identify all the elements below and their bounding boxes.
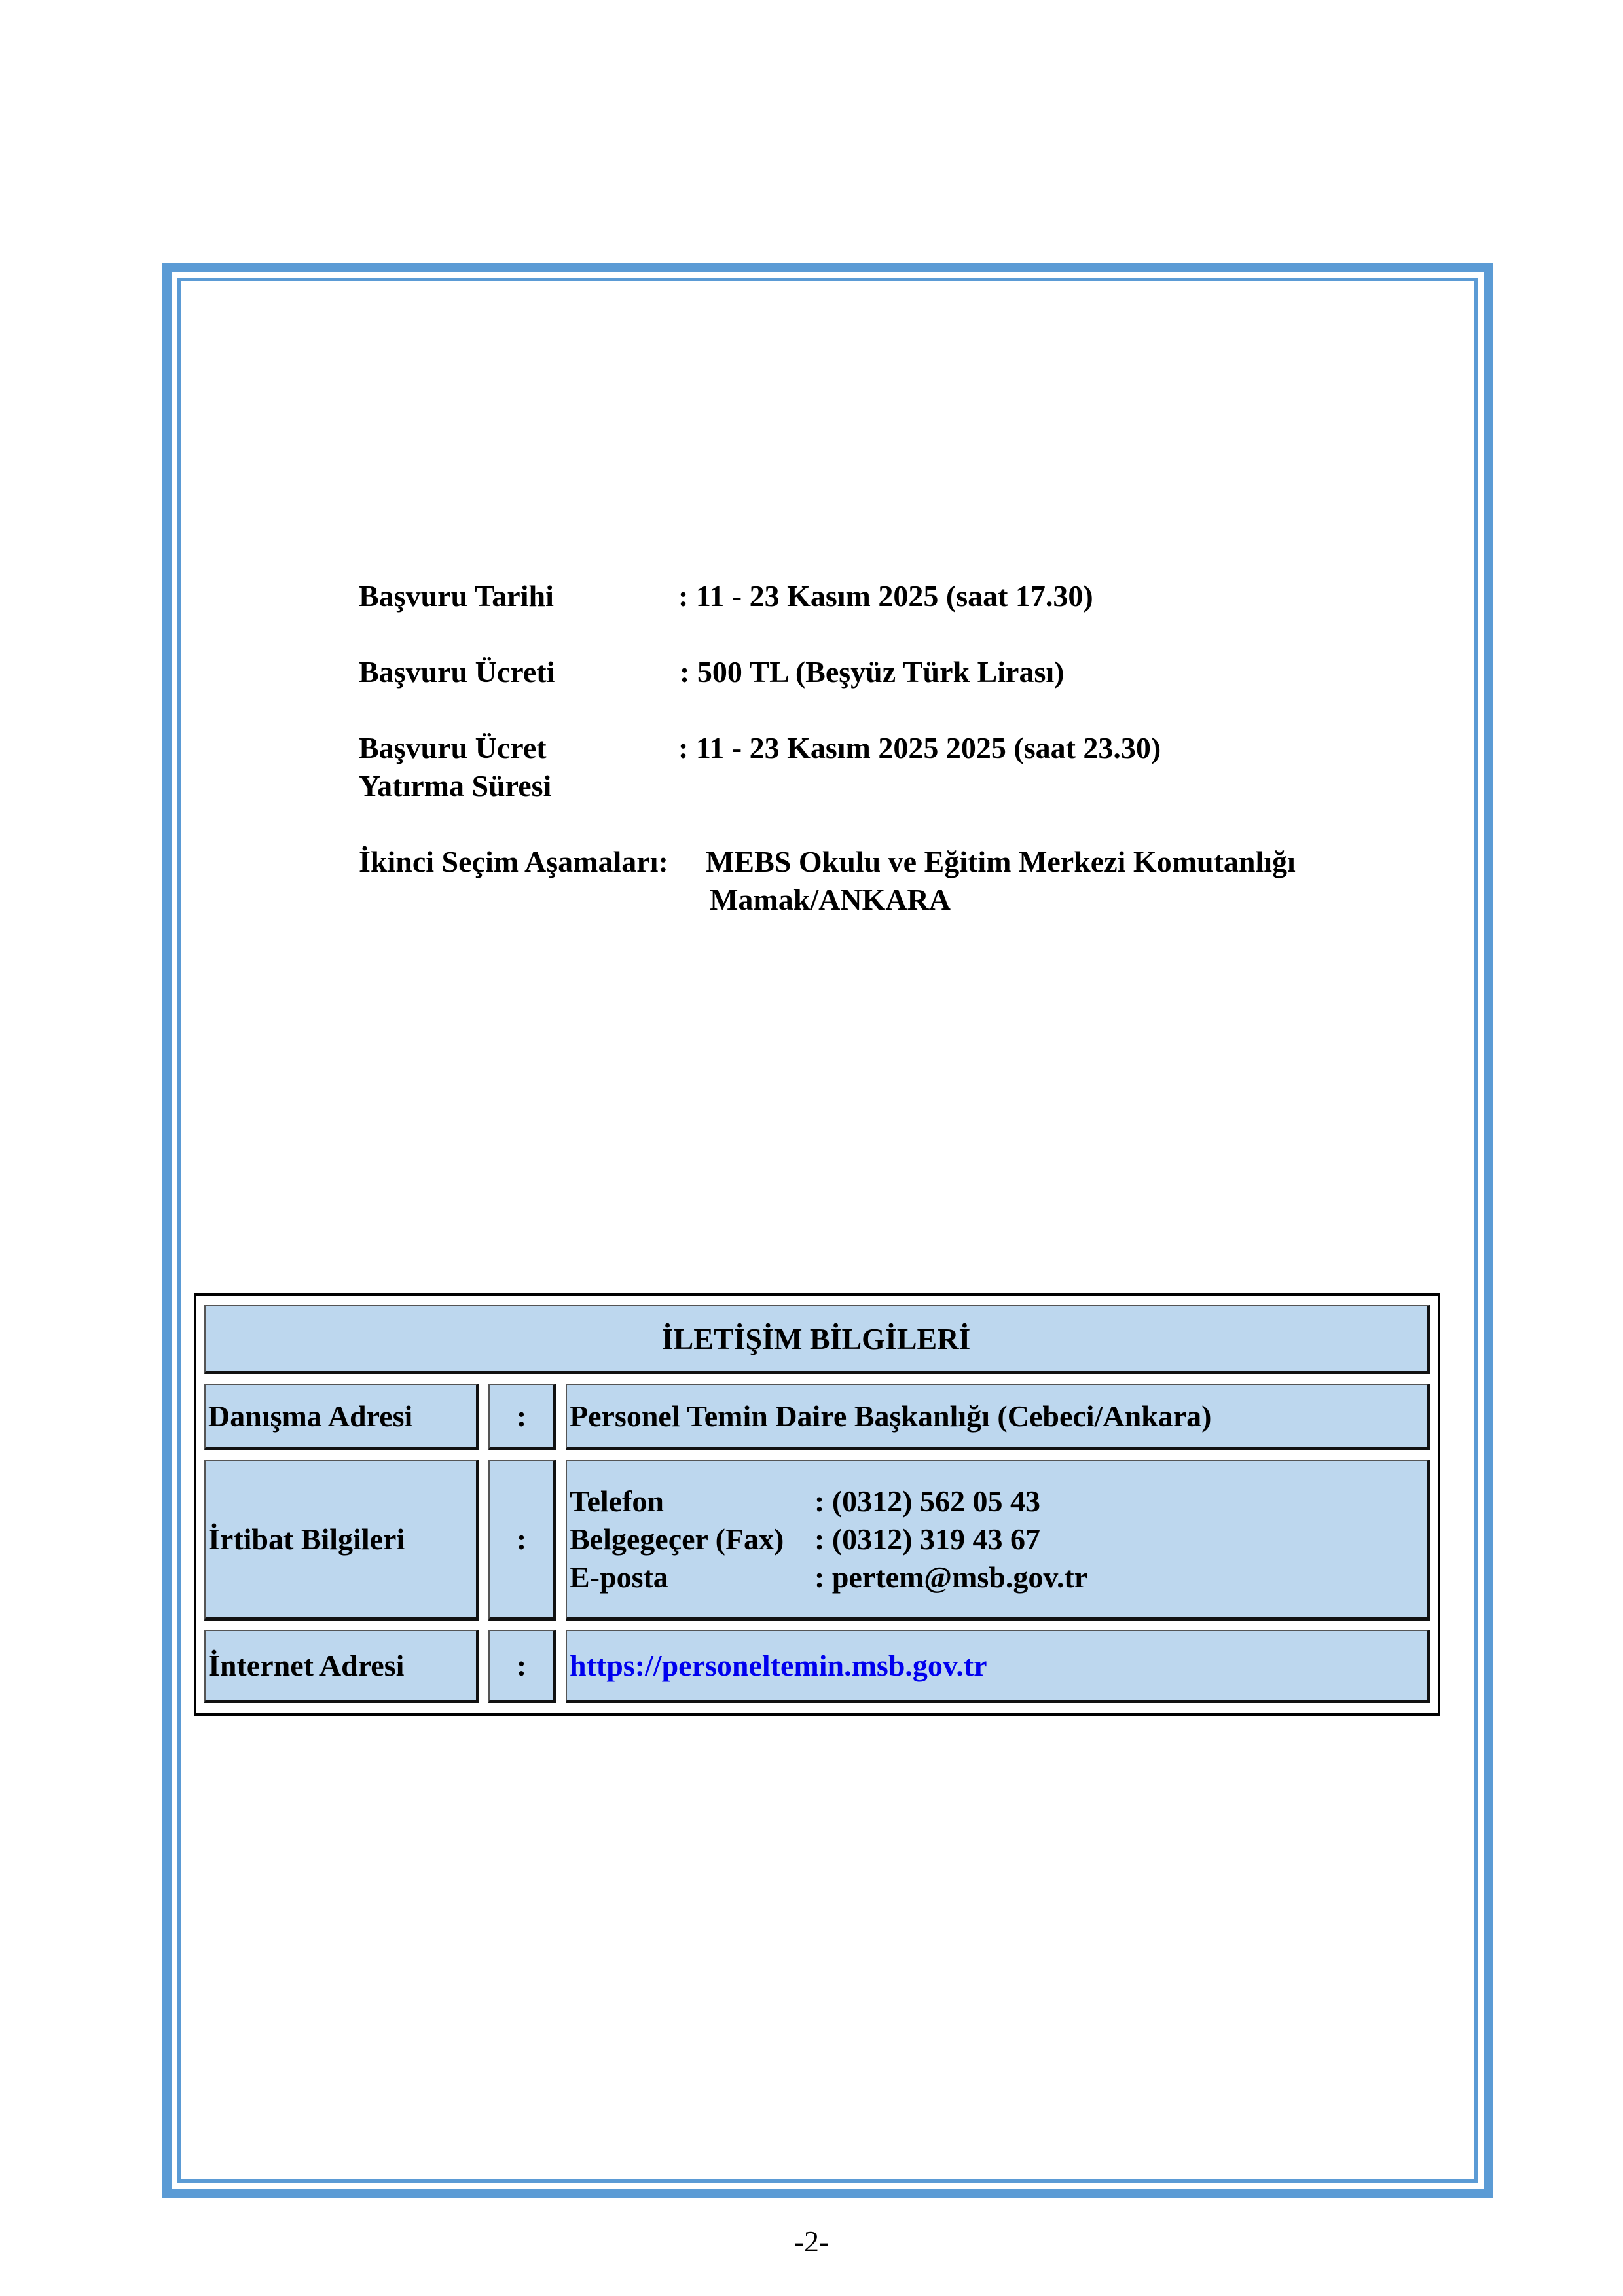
application-date-label: Başvuru Tarihi bbox=[359, 579, 554, 613]
second-stage-label: İkinci Seçim Aşamaları: bbox=[359, 845, 668, 878]
phone-row bbox=[570, 1482, 1421, 1520]
application-fee-label: Başvuru Ücreti bbox=[359, 655, 555, 689]
fee-payment-period-label-line2: Yatırma Süresi bbox=[359, 769, 552, 802]
liaison-separator: : bbox=[516, 1522, 527, 1556]
contact-table-title bbox=[204, 1305, 1430, 1374]
fee-payment-period-label-line1: Başvuru Ücret bbox=[359, 731, 547, 764]
liaison-label-cell bbox=[204, 1460, 479, 1621]
liaison-separator-cell bbox=[488, 1460, 556, 1621]
second-stage-value-line2: Mamak/ANKARA bbox=[710, 883, 951, 916]
internet-separator-cell bbox=[488, 1630, 556, 1703]
email-label: E-posta bbox=[570, 1560, 668, 1594]
contact-title-text: İLETİŞİM BİLGİLERİ bbox=[661, 1321, 971, 1355]
application-fee-row bbox=[359, 653, 1406, 691]
address-value-cell bbox=[566, 1384, 1430, 1450]
fax-value: : (0312) 319 43 67 bbox=[814, 1522, 1040, 1556]
address-value: Personel Temin Daire Başkanlığı (Cebeci/Ankara) bbox=[570, 1399, 1212, 1433]
internet-label-cell bbox=[204, 1630, 479, 1703]
internet-value-cell bbox=[566, 1630, 1430, 1703]
address-label: Danışma Adresi bbox=[208, 1399, 413, 1433]
page-border bbox=[162, 263, 1493, 2198]
internet-link[interactable]: https://personeltemin.msb.gov.tr bbox=[570, 1648, 987, 1682]
liaison-label: İrtibat Bilgileri bbox=[208, 1522, 405, 1556]
second-stage-row bbox=[359, 843, 1472, 919]
internet-separator: : bbox=[516, 1648, 527, 1682]
address-label-cell bbox=[204, 1384, 479, 1450]
page-number: -2- bbox=[793, 2225, 830, 2258]
liaison-details bbox=[567, 1482, 1421, 1596]
fax-row bbox=[570, 1520, 1421, 1558]
application-date-value: : 11 - 23 Kasım 2025 (saat 17.30) bbox=[678, 579, 1093, 613]
phone-label: Telefon bbox=[570, 1484, 664, 1518]
phone-value: : (0312) 562 05 43 bbox=[814, 1484, 1040, 1518]
fee-payment-period-value: : 11 - 23 Kasım 2025 2025 (saat 23.30) bbox=[678, 731, 1161, 764]
email-row bbox=[570, 1558, 1421, 1596]
application-fee-value: : 500 TL (Beşyüz Türk Lirası) bbox=[680, 655, 1065, 689]
liaison-value-cell bbox=[566, 1460, 1430, 1621]
fee-payment-period-row bbox=[359, 729, 1406, 805]
address-separator: : bbox=[516, 1399, 527, 1433]
fax-label: Belgegeçer (Fax) bbox=[570, 1522, 784, 1556]
email-value: : pertem@msb.gov.tr bbox=[814, 1560, 1088, 1594]
address-separator-cell bbox=[488, 1384, 556, 1450]
page-border-inner bbox=[177, 278, 1478, 2183]
second-stage-value-line1: MEBS Okulu ve Eğitim Merkezi Komutanlığı bbox=[706, 845, 1296, 878]
internet-label: İnternet Adresi bbox=[208, 1648, 405, 1682]
contact-info-table bbox=[194, 1293, 1440, 1716]
application-date-row bbox=[359, 577, 1406, 615]
